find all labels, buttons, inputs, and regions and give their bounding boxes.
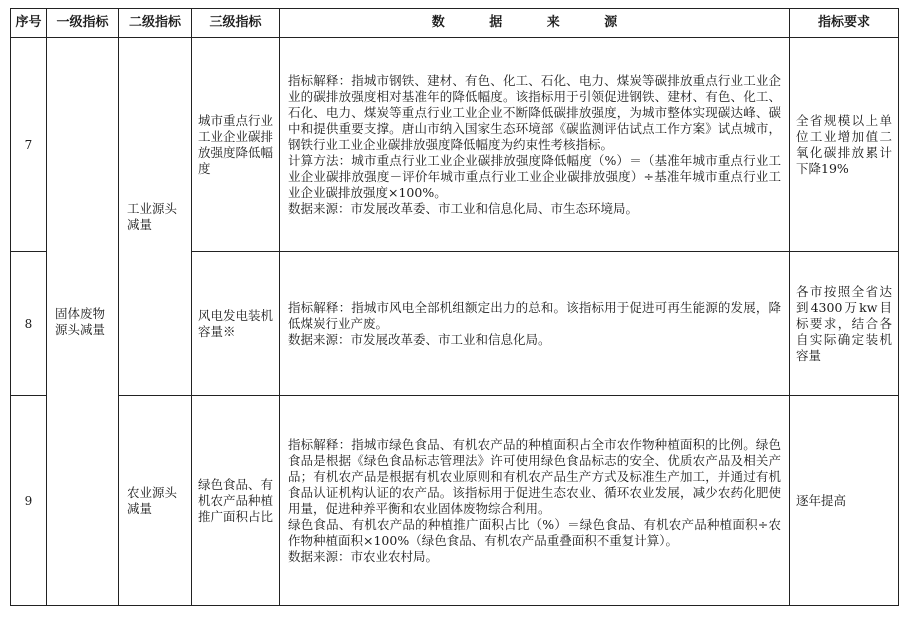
method-text: 计算方法：城市重点行业工业企业碳排放强度降低幅度（%）＝（基准年城市重点行业工业企业碳排放强度－评价年城市重点行业工业企业碳排放强度）÷基准年城市重点行业工业企业碳排放强度×100%。: [288, 152, 781, 200]
level2-cell: 工业源头减量: [119, 38, 192, 396]
header-level3: 三级指标: [192, 9, 280, 38]
explanation-text: 指标解释：指城市风电全部机组额定出力的总和。该指标用于促进可再生能源的发展，降低煤炭行业产废。: [288, 299, 781, 331]
row-seq: 7: [11, 38, 47, 252]
explanation-text: 指标解释：指城市钢铁、建材、有色、化工、石化、电力、煤炭等碳排放重点行业工业企业的碳排放强度相对基准年的降低幅度。该指标用于引领促进钢铁、建材、有色、化工、石化、电力、煤炭等重点行业工业企业不断降低碳排放强度，为城市整体实现碳达峰、碳中和提供重要支撑。唐山市纳入国家生态环境部《碳监测评估试点工作方案》试点城市，钢铁行业工业企业碳排放强度降低幅度为约束性考核指标。: [288, 72, 781, 152]
source-cell: [280, 252, 790, 396]
level2-cell: 农业源头减量: [119, 396, 192, 606]
header-requirement: 指标要求: [790, 9, 899, 38]
requirement-cell: 全省规模以上单位工业增加值二氧化碳排放累计下降19%: [790, 38, 899, 252]
header-level1: 一级指标: [47, 9, 119, 38]
source-text: 数据来源：市发展改革委、市工业和信息化局、市生态环境局。: [288, 200, 639, 216]
header-seq: 序号: [11, 9, 47, 38]
source-cell: [280, 38, 790, 252]
source-cell: [280, 396, 790, 606]
table-row: [11, 396, 899, 606]
header-source: 数 据 来 源: [280, 9, 790, 38]
table-row: [11, 38, 899, 252]
level3-cell: 城市重点行业工业企业碳排放强度降低幅度: [192, 38, 280, 252]
row-seq: 9: [11, 396, 47, 606]
level1-cell: 固体废物源头减量: [47, 38, 119, 606]
source-text: 数据来源：市农业农村局。: [288, 548, 439, 564]
method-text: 绿色食品、有机农产品的种植推广面积占比（%）＝绿色食品、有机农产品种植面积÷农作物种植面积×100%（绿色食品、有机农产品重叠面积不重复计算）。: [288, 516, 781, 548]
header-level2: 二级指标: [119, 9, 192, 38]
level3-cell: 风电发电装机容量※: [192, 252, 280, 396]
indicator-table: [10, 8, 899, 606]
explanation-text: 指标解释：指城市绿色食品、有机农产品的种植面积占全市农作物种植面积的比例。绿色食品是根据《绿色食品标志管理法》许可使用绿色食品标志的安全、优质农产品及相关产品；有机农产品是根据有机农业原则和有机农产品生产方式及标准生产加工，并通过有机食品认证机构认证的农产品。该指标用于促进生态农业、循环农业发展，减少农药化肥使用量，促进种养平衡和农业固体废物综合利用。: [288, 436, 781, 516]
requirement-cell: 逐年提高: [790, 396, 899, 606]
requirement-cell: 各市按照全省达到4300万kw目标要求，结合各自实际确定装机容量: [790, 252, 899, 396]
header-row: [11, 9, 899, 38]
level3-cell: 绿色食品、有机农产品种植推广面积占比: [192, 396, 280, 606]
source-text: 数据来源：市发展改革委、市工业和信息化局。: [288, 331, 551, 347]
row-seq: 8: [11, 252, 47, 396]
